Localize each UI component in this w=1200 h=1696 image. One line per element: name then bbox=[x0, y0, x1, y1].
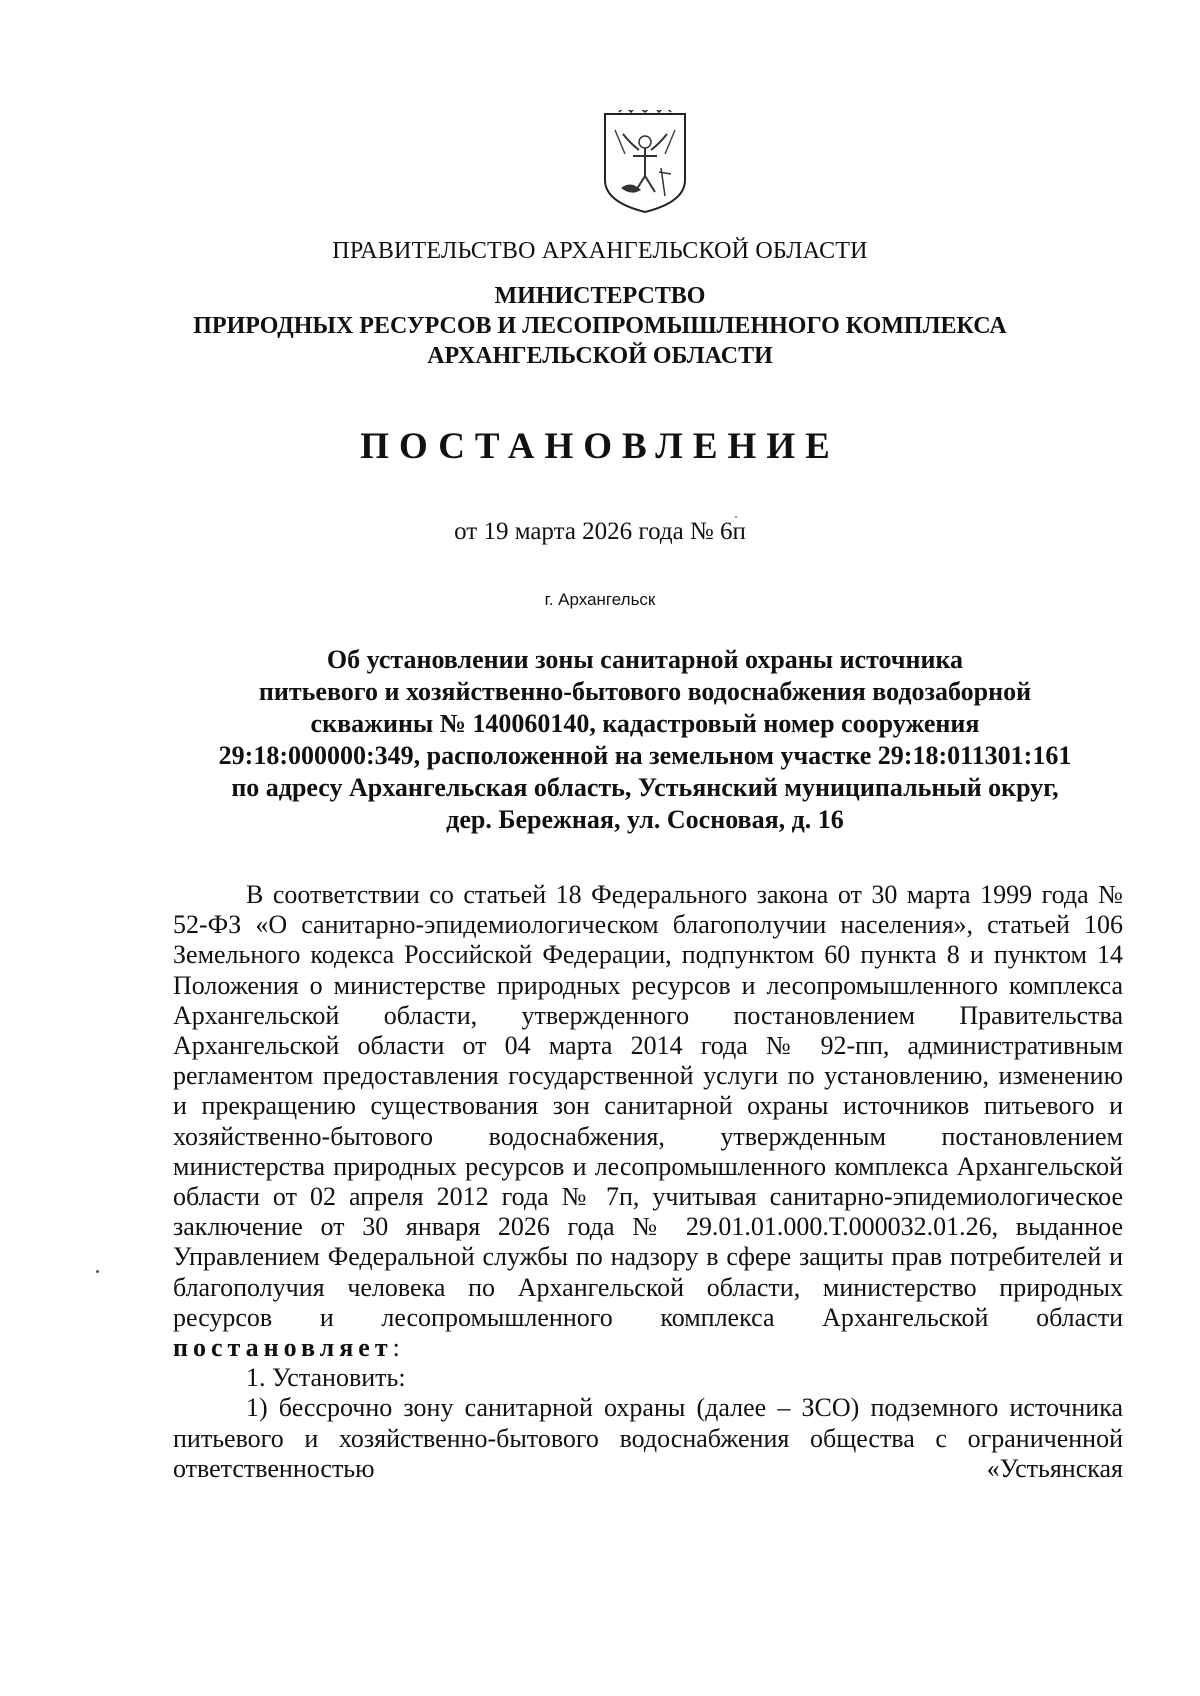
preamble-text: В соответствии со статьей 18 Федерального закона от 30 марта 1999 года № 52-ФЗ «О санитарно-эпидемиологическом благополучии населения», статьей 106 Земельного кодекса Российской Федерации, подпунктом 60 пункта 8 и пунктом 14 Положения о министерстве природных ресурсов и лесопромышленного комплекса Архангельской области, утвержденного постановлением Правительства Архангельской области от 04 марта 2014 года № 92-пп, административным регламентом предоставления государственной услуги по установлению, изменению и прекращению существования зон санитарной охраны источников питьевого и хозяйственно-бытового водоснабжения, утвержденным постановлением министерства природных ресурсов и лесопромышленного комплекса Архангельской области от 02 апреля 2012 года № 7п, учитывая санитарно-эпидемиологическое заключение от 30 января 2026 года № 29.01.01.000.Т.000032.01.26, выданное Управлением Федеральной службы по надзору в сфере защиты прав потребителей и благополучия человека по Архангельской области, министерство природных ресурсов и лесопромышленного комплекса Архангельской области bbox=[173, 880, 1123, 1332]
scan-speck bbox=[96, 1270, 99, 1273]
resolves-line bbox=[173, 1333, 1123, 1363]
item-1-1: 1) бессрочно зону санитарной охраны (далее – ЗСО) подземного источника питьевого и хозяйственно-бытового водоснабжения общества с ограниченной ответственностью «Устьянская bbox=[173, 1393, 1123, 1483]
resolves-word: постановляет bbox=[173, 1333, 393, 1363]
document-city: г. Архангельск bbox=[544, 590, 656, 609]
title-line-4: 29:18:000000:349, расположенной на земельном участке 29:18:011301:161 bbox=[218, 741, 1072, 770]
document-type: ПОСТАНОВЛЕНИЕ bbox=[360, 426, 840, 467]
resolves-colon: : bbox=[392, 1333, 400, 1363]
preamble-paragraph bbox=[173, 880, 1123, 1333]
ministry-name bbox=[0, 281, 1200, 371]
coat-of-arms-icon bbox=[601, 110, 689, 216]
ministry-line-1: МИНИСТЕРСТВО bbox=[494, 283, 706, 309]
item-1: 1. Установить: bbox=[246, 1363, 406, 1393]
title-line-5: по адресу Архангельская область, Устьянский муниципальный округ, bbox=[231, 773, 1059, 802]
document-body bbox=[173, 880, 1123, 1484]
title-line-1: Об установлении зоны санитарной охраны источника bbox=[326, 645, 964, 674]
title-line-2: питьевого и хозяйственно-бытового водоснабжения водозаборной bbox=[258, 677, 1032, 706]
document-title bbox=[150, 644, 1140, 836]
document-date-number: от 19 марта 2026 года № 6п bbox=[454, 518, 746, 545]
title-line-3: скважины № 140060140, кадастровый номер сооружения bbox=[310, 709, 980, 738]
government-name: ПРАВИТЕЛЬСТВО АРХАНГЕЛЬСКОЙ ОБЛАСТИ bbox=[332, 238, 868, 264]
ministry-line-2: ПРИРОДНЫХ РЕСУРСОВ И ЛЕСОПРОМЫШЛЕННОГО КОМПЛЕКСА bbox=[193, 313, 1007, 339]
title-line-6: дер. Бережная, ул. Сосновая, д. 16 bbox=[446, 805, 844, 834]
ministry-line-3: АРХАНГЕЛЬСКОЙ ОБЛАСТИ bbox=[427, 343, 773, 369]
